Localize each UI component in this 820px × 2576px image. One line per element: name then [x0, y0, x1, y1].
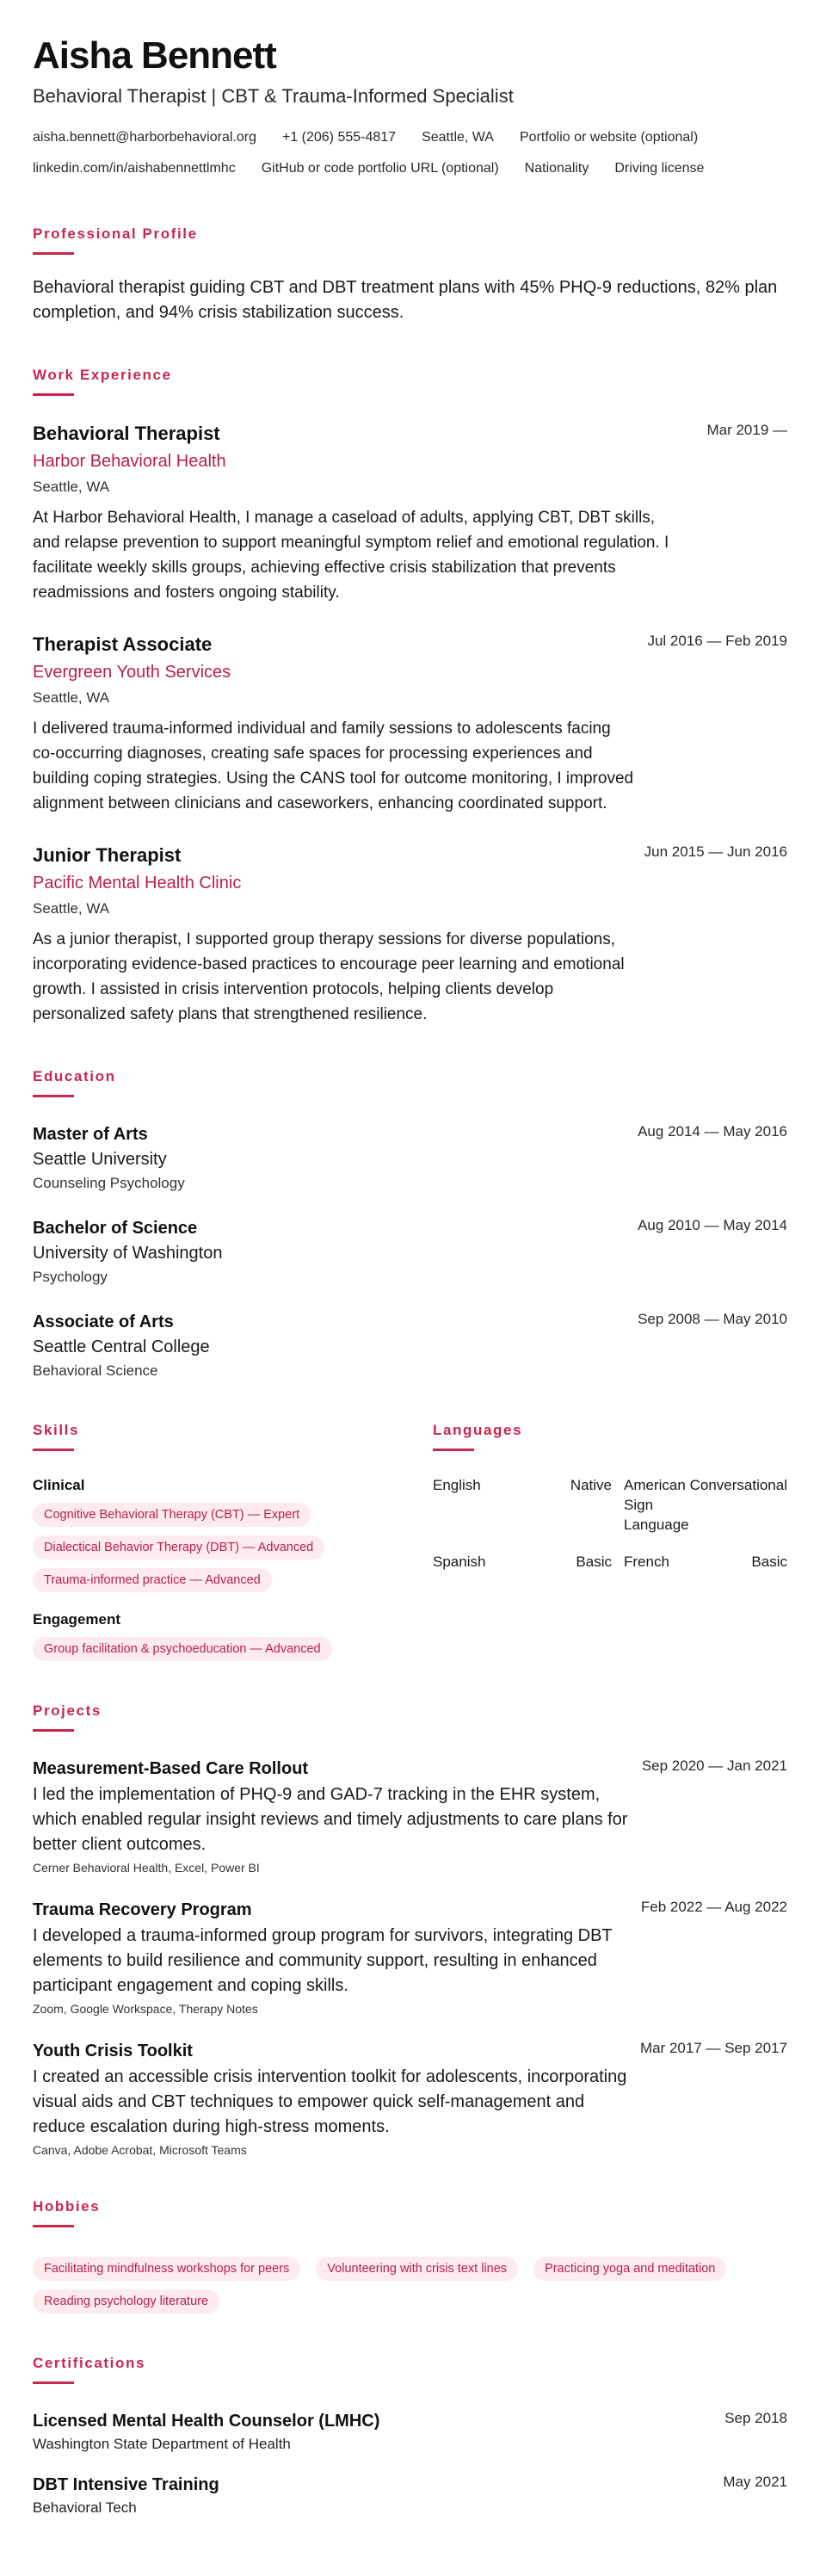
project-tools: Zoom, Google Workspace, Therapy Notes [33, 2002, 258, 2016]
skill-tag-list [33, 1494, 433, 1592]
project-description: I created an accessible crisis intervention toolkit for adolescents, incorporating visual aids and CBT techniques to empower quick self-management and reduce escalation during high-stress moments. [33, 2067, 627, 2136]
entry-date: May 2021 [723, 2474, 787, 2490]
section-title: Skills [33, 1422, 80, 1438]
language-item [433, 1552, 624, 1572]
project-entry [33, 1757, 787, 1875]
language-level: Basic [751, 1554, 787, 1570]
candidate-name: Aisha Bennett [33, 34, 276, 77]
language-name: Spanish [433, 1554, 486, 1570]
contact-portfolio[interactable]: Portfolio or website (optional) [519, 130, 699, 145]
school: Seattle University [33, 1150, 167, 1169]
job-description: As a junior therapist, I supported group therapy sessions for diverse populations, incorporating evidence-based practices to encourage peer learning and emotional growth. I assisted in crisis intervention protocols, helping clients develop personalized safety plans that strengthened resilience. [33, 930, 625, 1023]
section-divider [33, 252, 74, 255]
entry-date: Aug 2010 — May 2014 [638, 1217, 787, 1233]
education-entry [33, 1123, 787, 1193]
hobby-tag: Reading psychology literature [33, 2289, 219, 2313]
hobby-tag: Practicing yoga and meditation [533, 2257, 726, 2281]
entry-date: Mar 2017 — Sep 2017 [639, 2040, 787, 2056]
entry-date: Sep 2018 [724, 2410, 787, 2426]
contact-phone[interactable]: +1 (206) 555-4817 [281, 130, 397, 145]
language-name: French [624, 1554, 669, 1570]
section-title: Languages [433, 1422, 523, 1438]
section-title: Work Experience [33, 367, 172, 383]
experience-section [33, 367, 787, 1027]
contact-nationality: Nationality [524, 161, 589, 176]
education-section [33, 1068, 787, 1381]
language-list [433, 1475, 787, 1572]
certification-entry [33, 2474, 787, 2517]
skill-tag: Group facilitation & psychoeducation — Advanced [33, 1637, 332, 1661]
hobby-tag: Facilitating mindfulness workshops for peers [33, 2257, 300, 2281]
contact-linkedin[interactable]: linkedin.com/in/aishabennettlmhc [33, 161, 236, 176]
project-tools: Cerner Behavioral Health, Excel, Power BI [33, 1861, 260, 1875]
employer: Harbor Behavioral Health [33, 452, 226, 471]
job-location: Seattle, WA [33, 689, 110, 706]
language-level: Native [570, 1477, 612, 1493]
section-divider [33, 1095, 74, 1097]
contact-list [33, 122, 790, 184]
hobby-tag: Volunteering with crisis text lines [316, 2257, 518, 2281]
certification-title: Licensed Mental Health Counselor (LMHC) [33, 2412, 380, 2431]
language-name: English [433, 1477, 481, 1493]
section-title: Certifications [33, 2355, 146, 2371]
section-title: Professional Profile [33, 225, 198, 242]
section-title: Projects [33, 1702, 102, 1719]
project-title: Youth Crisis Toolkit [33, 2042, 193, 2060]
section-title: Hobbies [33, 2198, 101, 2215]
education-entry [33, 1217, 787, 1287]
job-location: Seattle, WA [33, 479, 110, 495]
skill-tag: Dialectical Behavior Therapy (DBT) — Advanced [33, 1535, 324, 1560]
language-name: American Sign Language [624, 1477, 689, 1533]
education-entry [33, 1311, 787, 1381]
profile-summary: Behavioral therapist guiding CBT and DBT treatment plans with 45% PHQ-9 reductions, 82% plan completion, and 94% crisis stabilization success. [33, 278, 778, 322]
section-divider [33, 393, 74, 396]
project-entry [33, 1899, 787, 2016]
language-item [433, 1475, 624, 1535]
section-title: Education [33, 1068, 116, 1084]
project-description: I led the implementation of PHQ-9 and GAD-7 tracking in the EHR system, which enabled regular insight reviews and timely adjustments to care plans for better client outcomes. [33, 1785, 628, 1854]
certifications-section [33, 2355, 787, 2517]
skill-tag: Cognitive Behavioral Therapy (CBT) — Expert [33, 1503, 311, 1527]
contact-location: Seattle, WA [422, 130, 494, 145]
section-divider [433, 1449, 474, 1451]
language-level: Basic [576, 1554, 612, 1570]
school: University of Washington [33, 1244, 223, 1263]
profile-section [33, 225, 787, 325]
experience-entry [33, 843, 787, 1027]
certification-issuer: Washington State Department of Health [33, 2436, 291, 2452]
project-tools: Canva, Adobe Acrobat, Microsoft Teams [33, 2143, 247, 2157]
job-description: I delivered trauma-informed individual and family sessions to adolescents facing co-occurring diagnoses, creating safe spaces for processing experiences and building coping strategies. Using the CANS tool for outcome monitoring, I improved alignment between clinicians and caseworkers, enhancing coordinated support. [33, 720, 634, 812]
entry-date: Jun 2015 — Jun 2016 [644, 843, 787, 860]
section-divider [33, 1729, 74, 1732]
experience-entry [33, 422, 787, 605]
hobby-tag-list [33, 2248, 790, 2313]
language-item [624, 1552, 787, 1572]
school: Seattle Central College [33, 1337, 210, 1356]
field-of-study: Behavioral Science [33, 1362, 158, 1379]
certification-title: DBT Intensive Training [33, 2475, 219, 2494]
languages-section [433, 1422, 787, 1661]
language-item [624, 1475, 787, 1535]
section-divider [33, 1449, 74, 1451]
certification-entry [33, 2410, 787, 2453]
job-title: Therapist Associate [33, 633, 213, 655]
entry-date: Mar 2019 — [706, 422, 787, 438]
candidate-headline: Behavioral Therapist | CBT & Trauma-Informed Specialist [33, 85, 514, 107]
project-entry [33, 2040, 787, 2157]
job-title: Junior Therapist [33, 844, 182, 866]
entry-date: Jul 2016 — Feb 2019 [647, 633, 787, 649]
language-level: Conversational [689, 1477, 787, 1493]
skill-group-title: Engagement [33, 1611, 121, 1628]
employer: Pacific Mental Health Clinic [33, 874, 242, 893]
skill-tag-list [33, 1628, 433, 1661]
degree: Master of Arts [33, 1125, 148, 1144]
skills-languages-row [33, 1422, 787, 1661]
project-title: Measurement-Based Care Rollout [33, 1759, 309, 1778]
section-divider [33, 2225, 74, 2227]
contact-driving-license: Driving license [614, 161, 705, 176]
hobbies-section [33, 2198, 787, 2313]
contact-github[interactable]: GitHub or code portfolio URL (optional) [261, 161, 499, 176]
employer: Evergreen Youth Services [33, 663, 231, 682]
skill-group-title: Clinical [33, 1477, 85, 1493]
section-divider [33, 2381, 74, 2384]
entry-date: Feb 2022 — Aug 2022 [640, 1899, 787, 1915]
job-location: Seattle, WA [33, 900, 110, 917]
field-of-study: Counseling Psychology [33, 1175, 185, 1191]
entry-date: Sep 2020 — Jan 2021 [641, 1757, 787, 1774]
skills-section [33, 1422, 433, 1661]
certification-issuer: Behavioral Tech [33, 2499, 137, 2516]
projects-section [33, 1702, 787, 2157]
contact-email[interactable]: aisha.bennett@harborbehavioral.org [33, 130, 256, 145]
experience-entry [33, 633, 787, 816]
degree: Associate of Arts [33, 1313, 174, 1331]
field-of-study: Psychology [33, 1269, 108, 1285]
job-title: Behavioral Therapist [33, 423, 220, 444]
skill-tag: Trauma-informed practice — Advanced [33, 1568, 272, 1592]
degree: Bachelor of Science [33, 1219, 198, 1238]
project-title: Trauma Recovery Program [33, 1900, 252, 1919]
entry-date: Aug 2014 — May 2016 [638, 1123, 787, 1140]
job-description: At Harbor Behavioral Health, I manage a caseload of adults, applying CBT, DBT skills, and relapse prevention to support meaningful symptom relief and emotional regulation. I facilitate weekly skills groups, achieving effective crisis stabilization that prevents readmissions and fosters ongoing stability. [33, 509, 669, 602]
entry-date: Sep 2008 — May 2010 [638, 1311, 787, 1327]
project-description: I developed a trauma-informed group program for survivors, integrating DBT elements to build resilience and community support, resulting in enhanced participant engagement and coping skills. [33, 1926, 613, 1995]
